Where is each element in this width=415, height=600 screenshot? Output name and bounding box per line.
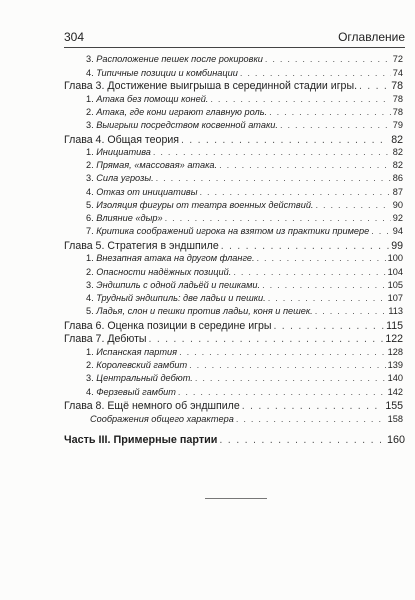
toc-entry-title: Опасности надёжных позиций. xyxy=(96,267,232,277)
toc-page-number: 115 xyxy=(386,320,403,332)
toc-heading-title: Глава 3. Достижение выигрыша в серединной стадии игры. xyxy=(64,80,358,92)
toc-entry-number: 1. xyxy=(86,253,94,263)
toc-page-number: 79 xyxy=(392,120,403,130)
toc-entry xyxy=(86,107,403,118)
leader-dots xyxy=(359,80,389,92)
toc-page-number: 99 xyxy=(391,240,403,252)
toc-page-number: 100 xyxy=(387,253,403,263)
leader-dots xyxy=(149,333,384,345)
toc-entry xyxy=(86,347,403,358)
toc-entry-number: 3. xyxy=(86,54,94,64)
toc-entry-number: 4. xyxy=(86,293,94,303)
toc-chapter xyxy=(64,80,403,92)
toc-entry xyxy=(86,200,403,211)
toc-entry xyxy=(86,373,403,384)
toc-entry xyxy=(86,147,403,158)
toc-page-number: 94 xyxy=(392,226,403,236)
toc-page-number: 158 xyxy=(387,414,403,424)
toc-page-number: 92 xyxy=(392,213,403,223)
leader-dots xyxy=(153,147,391,158)
toc-page-number: 78 xyxy=(392,107,403,117)
toc-chapter xyxy=(64,320,403,332)
leader-dots xyxy=(233,267,385,278)
toc-page-number: 90 xyxy=(392,200,403,210)
toc-entry xyxy=(86,173,403,184)
toc-page-number: 78 xyxy=(392,94,403,104)
toc-entry xyxy=(86,120,403,131)
toc-page-number: 86 xyxy=(392,173,403,183)
toc-page-number: 113 xyxy=(388,306,403,316)
toc-entry xyxy=(86,213,403,224)
toc-entry xyxy=(86,280,403,291)
toc-part xyxy=(64,434,405,447)
toc-entry-title: Расположение пешек после рокировки xyxy=(96,54,263,64)
toc-entry-title: Соображения общего характера xyxy=(90,414,234,424)
toc-entry-title: Эндшпиль с одной ладьёй и пешками. xyxy=(96,280,261,290)
toc-page-number: 104 xyxy=(387,267,403,277)
leader-dots xyxy=(189,360,386,371)
toc-page-number: 140 xyxy=(387,373,403,383)
toc-heading-title: Часть III. Примерные партии xyxy=(64,434,218,446)
toc-heading-title: Глава 4. Общая теория xyxy=(64,134,179,146)
toc-entry-title: Типичные позиции и комбинации xyxy=(96,68,238,78)
leader-dots xyxy=(200,187,391,198)
toc-chapter xyxy=(64,240,403,252)
toc-page-number: 128 xyxy=(387,347,403,357)
toc-entry-number: 1. xyxy=(86,347,94,357)
leader-dots xyxy=(315,200,390,211)
toc-chapter xyxy=(64,333,403,345)
page-number: 304 xyxy=(64,30,85,44)
toc-entry xyxy=(86,306,403,317)
toc-heading-title: Глава 8. Ещё немного об эндшпиле xyxy=(64,400,240,412)
toc-entry-title: Центральный дебют. xyxy=(96,373,193,383)
leader-dots xyxy=(242,400,384,412)
toc-entry-title: Отказ от инициативы xyxy=(96,187,198,197)
toc-entry-number: 6. xyxy=(86,213,94,223)
toc-entry-title: Внезапная атака на другом фланге. xyxy=(96,253,255,263)
toc-heading-title: Глава 5. Стратегия в эндшпиле xyxy=(64,240,219,252)
toc-entry-number: 3. xyxy=(86,173,94,183)
toc-entry-title: Прямая, «массовая» атака. xyxy=(96,160,218,170)
toc-entry-title: Испанская партия xyxy=(96,347,178,357)
toc-page-number: 142 xyxy=(387,387,403,397)
leader-dots xyxy=(265,54,391,65)
toc-entry xyxy=(86,293,403,304)
toc-page-number: 82 xyxy=(392,147,403,157)
toc-entry-number: 1. xyxy=(86,94,94,104)
toc-entry-number: 4. xyxy=(86,187,94,197)
toc-entry-number: 2. xyxy=(86,160,94,170)
leader-dots xyxy=(280,120,391,131)
toc-entry-title: Выигрыш посредством косвенной атаки. xyxy=(96,120,278,130)
toc-entry-number: 2. xyxy=(86,360,94,370)
toc-entry-title: Инициатива xyxy=(96,147,151,157)
end-rule xyxy=(205,498,267,499)
toc-page-number: 82 xyxy=(392,160,403,170)
toc-entry xyxy=(86,68,403,79)
toc-entry-title: Королевский гамбит xyxy=(96,360,188,370)
toc-entry xyxy=(86,94,403,105)
toc-entry-number: 2. xyxy=(86,107,94,117)
leader-dots xyxy=(195,373,386,384)
toc-page-number: 87 xyxy=(392,187,403,197)
leader-dots xyxy=(262,280,386,291)
toc-entry-title: Сила угрозы. xyxy=(96,173,154,183)
leader-dots xyxy=(178,387,386,398)
toc-entry-title: Влияние «дыр» xyxy=(96,213,163,223)
leader-dots xyxy=(371,226,390,237)
toc-page-number: 72 xyxy=(392,54,403,64)
leader-dots xyxy=(210,94,390,105)
leader-dots xyxy=(315,306,387,317)
header-rule xyxy=(64,47,405,48)
toc-entry-number: 7. xyxy=(86,226,94,236)
leader-dots xyxy=(240,68,391,79)
leader-dots xyxy=(179,347,386,358)
toc-page-number: 139 xyxy=(387,360,403,370)
toc-heading-title: Глава 6. Оценка позиции в середине игры xyxy=(64,320,272,332)
toc-heading-title: Глава 7. Дебюты xyxy=(64,333,147,345)
toc-entry-number: 4. xyxy=(86,68,94,78)
toc-entry-number: 5. xyxy=(86,200,94,210)
toc-entry-number: 3. xyxy=(86,120,94,130)
toc-entry xyxy=(86,267,403,278)
leader-dots xyxy=(268,293,386,304)
toc-entry xyxy=(86,253,403,264)
toc-page-number: 105 xyxy=(387,280,403,290)
toc-entry xyxy=(86,160,403,171)
toc-page-number: 122 xyxy=(385,333,403,345)
toc-entry xyxy=(86,414,403,425)
leader-dots xyxy=(165,213,391,224)
leader-dots xyxy=(181,134,389,146)
leader-dots xyxy=(236,414,386,425)
toc-chapter xyxy=(64,400,403,412)
toc-entry-title: Изоляция фигуры от театра военных действий. xyxy=(96,200,314,210)
toc-entry-title: Атака, где кони играют главную роль. xyxy=(96,107,268,117)
toc-entry-title: Ладья, слон и пешки против ладьи, коня и пешек. xyxy=(96,306,313,316)
running-title: Оглавление xyxy=(338,30,405,44)
toc-entry-number: 2. xyxy=(86,267,94,277)
leader-dots xyxy=(221,240,389,252)
toc-entry xyxy=(86,187,403,198)
leader-dots xyxy=(257,253,386,264)
toc-entry-title: Трудный эндшпиль: две ладьи и пешки. xyxy=(96,293,266,303)
toc-page-number: 82 xyxy=(391,134,403,146)
toc-entry xyxy=(86,387,403,398)
running-header xyxy=(64,30,405,46)
toc-page-number: 107 xyxy=(387,293,403,303)
toc-entry-title: Ферзевый гамбит xyxy=(96,387,176,397)
leader-dots xyxy=(219,434,385,447)
leader-dots xyxy=(219,160,391,171)
toc-entry-title: Критика соображений игрока на взятом из практики примере xyxy=(96,226,370,236)
toc-entry-title: Атака без помощи коней. xyxy=(96,94,209,104)
toc-entry xyxy=(86,226,403,237)
toc-entry-number: 3. xyxy=(86,373,94,383)
toc-entry-number: 5. xyxy=(86,306,94,316)
toc-entry-number: 1. xyxy=(86,147,94,157)
toc-entry xyxy=(86,360,403,371)
toc-chapter xyxy=(64,134,403,146)
leader-dots xyxy=(156,173,391,184)
toc-page-number: 155 xyxy=(385,400,403,412)
toc-page-number: 160 xyxy=(386,434,405,446)
toc-page-number: 74 xyxy=(392,68,403,78)
toc-entry-number: 4. xyxy=(86,387,94,397)
leader-dots xyxy=(269,107,391,118)
toc-page-number: 78 xyxy=(391,80,403,92)
toc-entry-number: 3. xyxy=(86,280,94,290)
toc-entry xyxy=(86,54,403,65)
leader-dots xyxy=(273,320,384,332)
